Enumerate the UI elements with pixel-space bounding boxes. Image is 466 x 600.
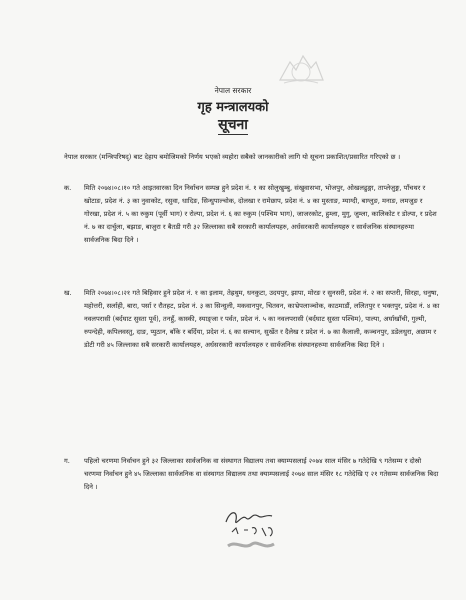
handwritten-signature	[222, 506, 282, 554]
list-item	[64, 455, 440, 494]
list-item-marker: ग.	[64, 457, 70, 465]
list-item-text: पहिलो चरणमा निर्वाचन हुने ३२ जिल्लाका सार्वजनिक वा संस्थागत विद्यालय तथा क्याम्पसलाई २०७४ साल मंसिर ७ गतेदेखि ९ गतेसम्म र दोस्रो चरणमा निर्वाचन हुने ४५ जिल्लाका सार्वजनिक वा संस्थागत विद्यालय तथा क्याम्पसलाई २०७४ साल मंसिर १८ गतेदेखि ए २१ गतेसम्म सार्वजनिक बिदा दिने ।	[84, 457, 439, 491]
government-name: नेपाल सरकार	[214, 86, 252, 95]
notice-title	[0, 115, 466, 134]
ministry-name: गृह मन्त्रालयको	[197, 100, 269, 115]
intro-paragraph: नेपाल सरकार (मन्त्रिपरिषद्) बाट देहाय बमोजिमको निर्णय भएको व्यहोरा सबैको जानकारीको लागि यो सूचना प्रकाशित/प्रसारित गरिएको छ ।	[64, 153, 401, 161]
list-item	[64, 287, 440, 352]
notice-title-text: सूचना	[218, 117, 248, 133]
list-item	[64, 182, 440, 247]
list-item-marker: क.	[64, 184, 72, 192]
list-item-marker: ख.	[64, 289, 72, 297]
government-emblem-watermark	[276, 50, 326, 86]
list-item-text: मिति २०७४।०८।२१ गते बिहिवार हुने प्रदेश नं. १ का इलाम, तेह्रथुम, धनकुटा, उदयपुर, झापा, मोरङ र सुनसरी, प्रदेश नं. २ का सप्तरी, सिरहा, धनुषा, महोत्तरी, सर्लाही, बारा, पर्सा र रौतहट, प्रदेश नं. ३ का सिन्धुली, मकवानपुर, चितवन, काभ्रेपलाञ्चोक, काठमाडौं, ललितपुर र भक्तपुर, प्रदेश नं. ४ का नवलपरासी (बर्दघाट सुस्ता पूर्व), तनहुँ, कास्की, स्याङ्जा र पर्वत, प्रदेश नं. ५ का नवलपरासी (बर्दघाट सुस्ता पश्चिम), पाल्पा, अर्घाखाँची, गुल्मी, रुपन्देही, कपिलवस्तु, दाङ, प्युठान, बाँके र बर्दिया, प्रदेश नं. ६ का सल्यान, सुर्खेत र दैलेख र प्रदेश नं. ७ का कैलाली, कञ्चनपुर, डडेलधुरा, अछाम र डोटी गरी ४५ जिल्लाका सबै सरकारी कार्यालयहरु, अर्धसरकारी कार्यालयहरु र सार्वजनिक संस्थानहरुमा सार्वजनिक बिदा दिने ।	[84, 289, 440, 349]
list-item-text: मिति २०७४।०८।१० गते आइतवारका दिन निर्वाचन सम्पन्न हुने प्रदेश नं. १ का सोलुखुम्बु, संखुवासभा, भोजपुर, ओखलढुङ्गा, ताप्लेजुङ्ग, पाँचथर र खोटाङ, प्रदेश नं. ३ का नुवाकोट, रसुवा, धादिङ, सिन्धुपाल्चोक, दोलखा र रामेछाप, प्रदेश नं. ४ का मुस्ताङ, म्याग्दी, बाग्लुङ, मनाङ, लमजुङ र गोरखा, प्रदेश नं. ५ का रुकुम (पूर्वी भाग) र रोल्पा, प्रदेश नं. ६ का रुकुम (पश्चिम भाग), जाजरकोट, हुम्ला, मुगु, जुम्ला, कालिकोट र डोल्पा, र प्रदेश नं. ७ का दार्चुला, बझाङ, बाजुरा र बैतडी गरी ३२ जिल्लाका सबै सरकारी कार्यालयहरु, अर्धसरकारी कार्यालयहरु र सार्वजनिक संस्थानहरुमा सार्वजनिक बिदा दिने ।	[84, 184, 437, 244]
